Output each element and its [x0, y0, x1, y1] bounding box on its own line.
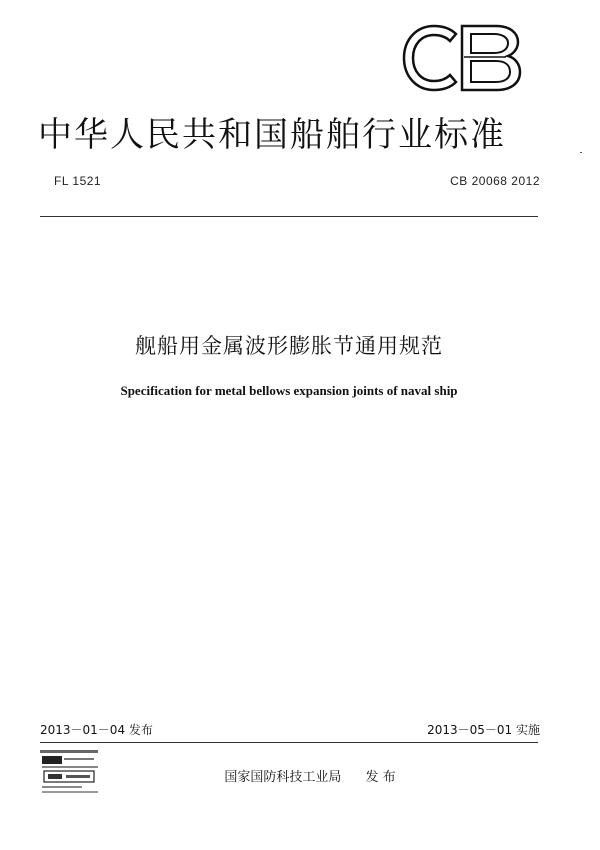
scan-speck: [580, 152, 582, 153]
header-divider: [40, 216, 538, 217]
cb-logo: [398, 22, 524, 94]
document-title-english: Specification for metal bellows expansion joints of naval ship: [120, 383, 458, 398]
implementation-date: 2013－05－01 实施: [427, 723, 540, 737]
document-title-chinese: 舰船用金属波形膨胀节通用规范: [135, 334, 443, 358]
standard-category-title: 中华人民共和国船舶行业标准: [38, 115, 506, 155]
standard-number: CB 20068 2012: [450, 174, 540, 188]
publisher-action: 发 布: [365, 770, 396, 785]
classification-code: FL 1521: [54, 174, 102, 188]
publisher-line: [0, 766, 600, 785]
footer-divider: [40, 742, 538, 743]
issue-date: 2013－01－04 发布: [40, 723, 153, 737]
publisher-name: 国家国防科技工业局: [224, 770, 342, 785]
